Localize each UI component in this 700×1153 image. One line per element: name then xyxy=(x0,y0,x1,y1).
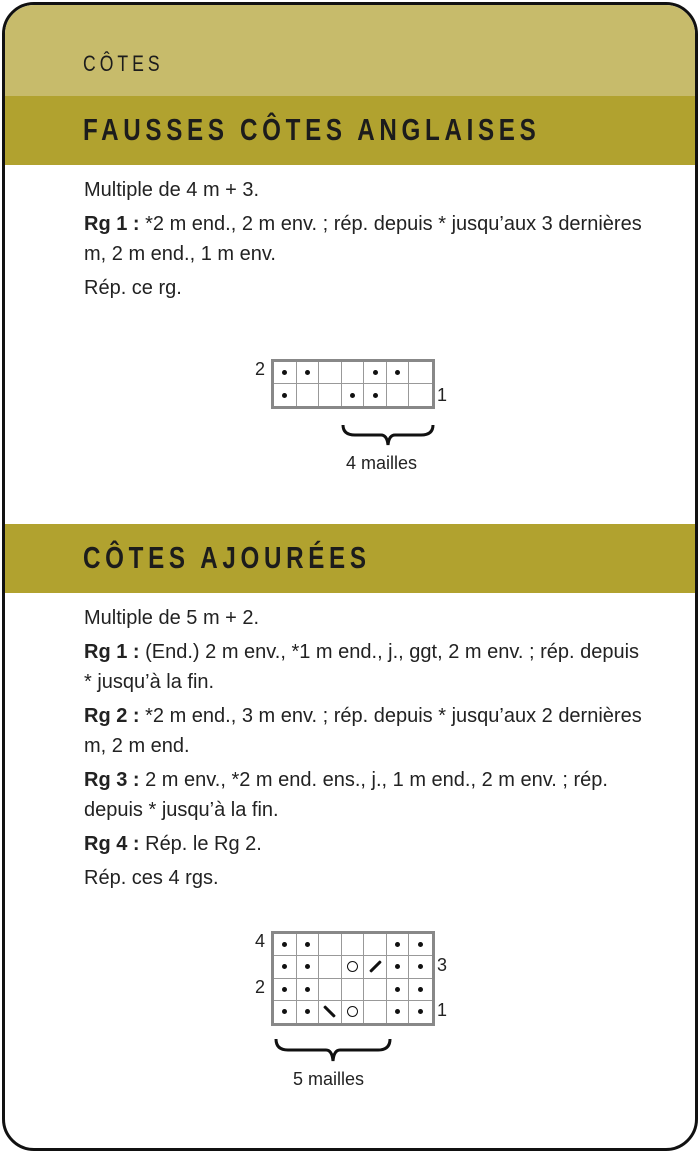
chart-cell xyxy=(274,384,297,406)
chart-cell xyxy=(319,956,342,978)
chart-cell xyxy=(387,384,410,406)
chart-cell xyxy=(364,934,387,956)
chart-cell xyxy=(409,979,432,1001)
chart-cell xyxy=(364,979,387,1001)
chart-cell xyxy=(297,1001,320,1023)
chart-cell xyxy=(387,956,410,978)
purl-dot-icon xyxy=(305,370,310,375)
purl-dot-icon xyxy=(282,942,287,947)
section-header-fausses-cotes-anglaises xyxy=(5,96,695,165)
purl-dot-icon xyxy=(350,393,355,398)
purl-dot-icon xyxy=(418,1009,423,1014)
row-instruction xyxy=(84,701,644,761)
purl-dot-icon xyxy=(395,370,400,375)
chart-cell xyxy=(319,362,342,384)
chart-cell xyxy=(364,384,387,406)
chart-cell xyxy=(274,956,297,978)
chart-cell xyxy=(274,934,297,956)
purl-dot-icon xyxy=(395,964,400,969)
chart-cell xyxy=(297,384,320,406)
row-number-right: 1 xyxy=(437,385,448,405)
repeat-text: Rép. ces 4 rgs. xyxy=(84,867,219,889)
row-instruction xyxy=(84,209,644,269)
row-text: *2 m end., 2 m env. ; rép. depuis * jusqu’aux 3 dernières m, 2 m end., 1 m env. xyxy=(84,213,642,265)
chart-cell xyxy=(274,362,297,384)
row-text: (End.) 2 m env., *1 m end., j., ggt, 2 m env. ; rép. depuis * jusqu’à la fin. xyxy=(84,641,640,693)
chart-cell xyxy=(342,1001,365,1023)
section-instructions xyxy=(84,175,644,307)
row-instruction xyxy=(84,765,644,825)
row-number-right: 1 xyxy=(437,1000,448,1020)
yarn-over-icon xyxy=(347,1006,358,1017)
purl-dot-icon xyxy=(395,942,400,947)
chart-cell xyxy=(364,362,387,384)
yarn-over-icon xyxy=(347,961,358,972)
multiple-text: Multiple de 5 m + 2. xyxy=(84,607,260,629)
multiple-text: Multiple de 4 m + 3. xyxy=(84,179,260,201)
repeat-label: 4 mailles xyxy=(346,453,418,473)
repeat-brace-icon xyxy=(274,1037,392,1063)
row-label: Rg 1 : xyxy=(84,641,140,663)
purl-dot-icon xyxy=(418,987,423,992)
chart-cell xyxy=(387,979,410,1001)
purl-dot-icon xyxy=(305,987,310,992)
chart-cell xyxy=(319,979,342,1001)
row-instruction xyxy=(84,829,644,859)
stitch-chart-1 xyxy=(255,353,475,483)
purl-dot-icon xyxy=(395,987,400,992)
stitch-chart-2 xyxy=(255,927,475,1097)
row-number-left: 2 xyxy=(255,977,266,997)
row-number-left: 2 xyxy=(255,359,266,379)
row-label: Rg 4 : xyxy=(84,833,140,855)
chart-grid xyxy=(271,931,435,1026)
chart-cell xyxy=(364,1001,387,1023)
chart-cell xyxy=(409,934,432,956)
purl-dot-icon xyxy=(305,964,310,969)
chart-cell xyxy=(387,1001,410,1023)
row-text: *2 m end., 3 m env. ; rép. depuis * jusqu’aux 2 dernières m, 2 m end. xyxy=(84,705,642,757)
purl-dot-icon xyxy=(305,942,310,947)
chart-cell xyxy=(409,362,432,384)
purl-dot-icon xyxy=(282,393,287,398)
repeat-brace-icon xyxy=(341,423,435,447)
category-header xyxy=(5,5,695,96)
purl-dot-icon xyxy=(282,964,287,969)
row-number-right: 3 xyxy=(437,955,448,975)
chart-cell xyxy=(364,956,387,978)
row-text: 2 m env., *2 m end. ens., j., 1 m end., 2 m env. ; rép. depuis * jusqu’à la fin. xyxy=(84,769,608,821)
chart-cell xyxy=(319,1001,342,1023)
category-title: CÔTES xyxy=(83,51,164,76)
chart-cell xyxy=(409,384,432,406)
section-header-cotes-ajourees xyxy=(5,524,695,593)
row-label: Rg 2 : xyxy=(84,705,140,727)
row-label: Rg 3 : xyxy=(84,769,140,791)
chart-cell xyxy=(274,979,297,1001)
repeat-text: Rép. ce rg. xyxy=(84,277,182,299)
purl-dot-icon xyxy=(373,370,378,375)
chart-cell xyxy=(342,956,365,978)
chart-cell xyxy=(409,956,432,978)
ssk-icon xyxy=(324,1006,337,1019)
purl-dot-icon xyxy=(373,393,378,398)
purl-dot-icon xyxy=(395,1009,400,1014)
chart-cell xyxy=(387,362,410,384)
row-label: Rg 1 : xyxy=(84,213,140,235)
chart-cell xyxy=(342,384,365,406)
k2tog-icon xyxy=(369,961,382,974)
purl-dot-icon xyxy=(305,1009,310,1014)
chart-cell xyxy=(319,934,342,956)
chart-cell xyxy=(297,956,320,978)
row-number-left: 4 xyxy=(255,931,266,951)
chart-cell xyxy=(297,362,320,384)
chart-cell xyxy=(342,362,365,384)
purl-dot-icon xyxy=(418,942,423,947)
purl-dot-icon xyxy=(282,987,287,992)
repeat-label: 5 mailles xyxy=(293,1069,365,1089)
section-instructions xyxy=(84,603,644,897)
row-text: Rép. le Rg 2. xyxy=(139,833,262,855)
chart-cell xyxy=(409,1001,432,1023)
purl-dot-icon xyxy=(418,964,423,969)
chart-cell xyxy=(274,1001,297,1023)
chart-grid xyxy=(271,359,435,409)
purl-dot-icon xyxy=(282,1009,287,1014)
section-title: CÔTES AJOURÉES xyxy=(83,540,371,575)
chart-cell xyxy=(342,934,365,956)
chart-cell xyxy=(297,934,320,956)
row-instruction xyxy=(84,637,644,697)
chart-cell xyxy=(387,934,410,956)
section-title: FAUSSES CÔTES ANGLAISES xyxy=(83,112,541,147)
purl-dot-icon xyxy=(282,370,287,375)
chart-cell xyxy=(297,979,320,1001)
chart-cell xyxy=(342,979,365,1001)
chart-cell xyxy=(319,384,342,406)
stitch-card xyxy=(2,2,698,1151)
